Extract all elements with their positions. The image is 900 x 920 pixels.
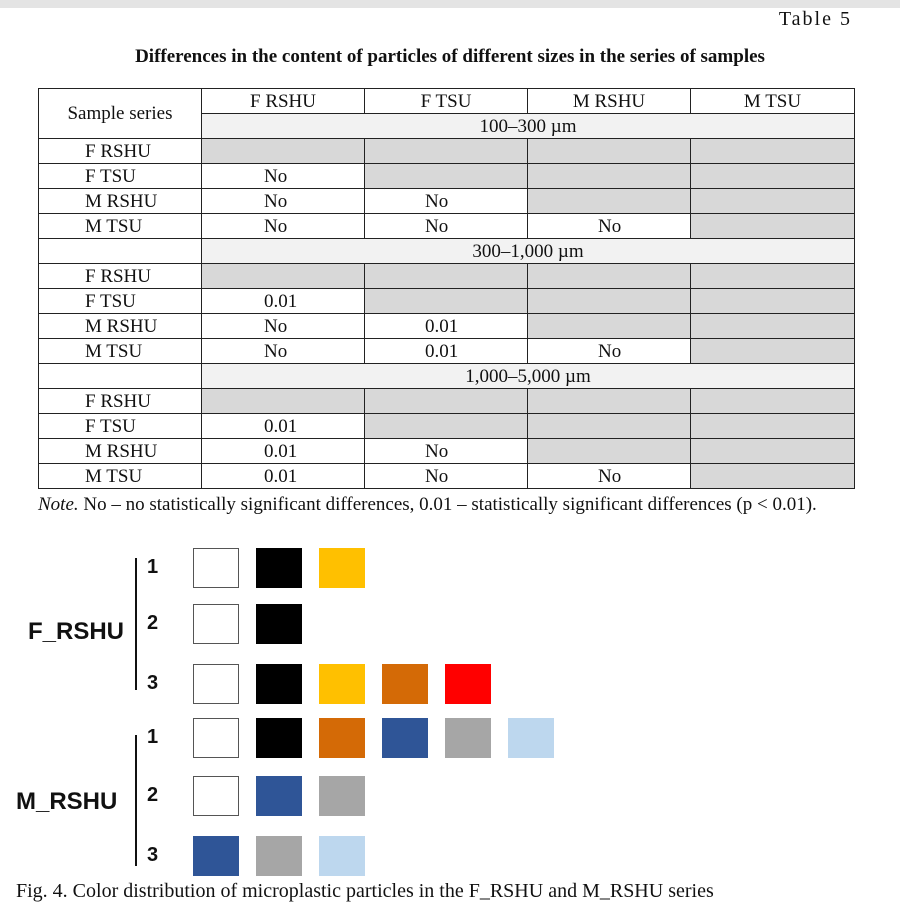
empty-cell <box>691 314 855 339</box>
empty-cell <box>691 164 855 189</box>
value-cell: No <box>365 464 528 489</box>
bracket-line <box>135 735 137 866</box>
row-label: M RSHU <box>39 314 202 339</box>
color-swatch <box>256 836 302 876</box>
value-cell: No <box>365 189 528 214</box>
empty-cell <box>39 364 202 389</box>
color-swatch <box>193 664 239 704</box>
table-row <box>39 289 855 314</box>
row-label: F RSHU <box>39 264 202 289</box>
range-row <box>39 239 855 264</box>
empty-cell <box>365 389 528 414</box>
value-cell: No <box>202 164 365 189</box>
table-row <box>39 339 855 364</box>
row-header-cell: Sample series <box>39 89 202 139</box>
table-row <box>39 139 855 164</box>
column-header: M RSHU <box>528 89 691 114</box>
color-swatch <box>256 664 302 704</box>
value-cell: 0.01 <box>202 439 365 464</box>
row-label: F TSU <box>39 164 202 189</box>
empty-cell <box>202 264 365 289</box>
empty-cell <box>528 389 691 414</box>
table-row <box>39 414 855 439</box>
color-swatch <box>319 548 365 588</box>
value-cell: 0.01 <box>202 289 365 314</box>
row-label: M TSU <box>39 464 202 489</box>
differences-table <box>38 88 855 489</box>
empty-cell <box>691 414 855 439</box>
table-row <box>39 189 855 214</box>
top-bar <box>0 0 900 8</box>
range-row <box>39 364 855 389</box>
row-label: M TSU <box>39 339 202 364</box>
table-row <box>39 464 855 489</box>
color-swatch <box>319 776 365 816</box>
note-text: No – no statistically significant differences, 0.01 – statistically significant differences (p < 0.01). <box>83 494 817 515</box>
value-cell: 0.01 <box>202 414 365 439</box>
color-swatch <box>256 776 302 816</box>
value-cell: No <box>202 314 365 339</box>
row-label: M RSHU <box>39 189 202 214</box>
value-cell: No <box>528 339 691 364</box>
row-label: F RSHU <box>39 139 202 164</box>
empty-cell <box>528 264 691 289</box>
color-swatch <box>445 664 491 704</box>
color-swatch <box>193 718 239 758</box>
row-label: M RSHU <box>39 439 202 464</box>
row-label: M TSU <box>39 214 202 239</box>
size-range-header: 300–1,000 µm <box>202 239 855 264</box>
empty-cell <box>528 314 691 339</box>
value-cell: 0.01 <box>365 314 528 339</box>
figure-caption: Fig. 4. Color distribution of microplastic particles in the F_RSHU and M_RSHU series <box>16 880 714 902</box>
sample-number: 3 <box>147 844 159 866</box>
column-header: F TSU <box>365 89 528 114</box>
row-label: F RSHU <box>39 389 202 414</box>
empty-cell <box>365 164 528 189</box>
empty-cell <box>691 439 855 464</box>
empty-cell <box>691 214 855 239</box>
bracket-line <box>135 558 137 690</box>
table-title: Differences in the content of particles of different sizes in the series of samples <box>135 46 765 67</box>
table-row <box>39 264 855 289</box>
empty-cell <box>202 389 365 414</box>
empty-cell <box>691 464 855 489</box>
color-swatch <box>445 718 491 758</box>
empty-cell <box>691 264 855 289</box>
table-row <box>39 164 855 189</box>
value-cell: No <box>528 464 691 489</box>
empty-cell <box>365 414 528 439</box>
sample-number: 2 <box>147 612 159 634</box>
series-label: F_RSHU <box>28 618 125 645</box>
color-swatch <box>193 776 239 816</box>
value-cell: No <box>365 214 528 239</box>
table-row <box>39 214 855 239</box>
empty-cell <box>202 139 365 164</box>
size-range-header: 100–300 µm <box>202 114 855 139</box>
column-header: F RSHU <box>202 89 365 114</box>
value-cell: No <box>528 214 691 239</box>
empty-cell <box>691 189 855 214</box>
value-cell: 0.01 <box>202 464 365 489</box>
sample-number: 1 <box>147 726 159 748</box>
empty-cell <box>691 139 855 164</box>
empty-cell <box>691 389 855 414</box>
column-header: M TSU <box>691 89 855 114</box>
note-label: Note. <box>38 494 79 515</box>
color-swatch <box>193 836 239 876</box>
size-range-header: 1,000–5,000 µm <box>202 364 855 389</box>
value-cell: No <box>202 189 365 214</box>
empty-cell <box>528 164 691 189</box>
empty-cell <box>691 339 855 364</box>
color-swatch <box>256 604 302 644</box>
empty-cell <box>365 264 528 289</box>
sample-number: 3 <box>147 672 159 694</box>
color-swatch <box>319 836 365 876</box>
color-swatch <box>319 718 365 758</box>
empty-cell <box>365 289 528 314</box>
empty-cell <box>528 289 691 314</box>
color-swatch <box>193 604 239 644</box>
empty-cell <box>528 439 691 464</box>
value-cell: No <box>202 214 365 239</box>
table-row <box>39 389 855 414</box>
color-swatch <box>256 718 302 758</box>
series-label: M_RSHU <box>16 788 118 815</box>
color-swatch <box>382 718 428 758</box>
empty-cell <box>528 414 691 439</box>
color-swatch <box>193 548 239 588</box>
empty-cell <box>39 239 202 264</box>
table-label: Table 5 <box>778 8 852 30</box>
table-row <box>39 439 855 464</box>
value-cell: No <box>365 439 528 464</box>
row-label: F TSU <box>39 289 202 314</box>
sample-number: 2 <box>147 784 159 806</box>
empty-cell <box>691 289 855 314</box>
value-cell: No <box>202 339 365 364</box>
value-cell: 0.01 <box>365 339 528 364</box>
color-swatch <box>256 548 302 588</box>
empty-cell <box>528 189 691 214</box>
table-row <box>39 314 855 339</box>
color-swatch <box>508 718 554 758</box>
empty-cell <box>365 139 528 164</box>
row-label: F TSU <box>39 414 202 439</box>
table-header-row <box>39 89 855 114</box>
color-swatch <box>319 664 365 704</box>
color-swatch <box>382 664 428 704</box>
table-note <box>38 493 856 516</box>
sample-number: 1 <box>147 556 159 578</box>
empty-cell <box>528 139 691 164</box>
